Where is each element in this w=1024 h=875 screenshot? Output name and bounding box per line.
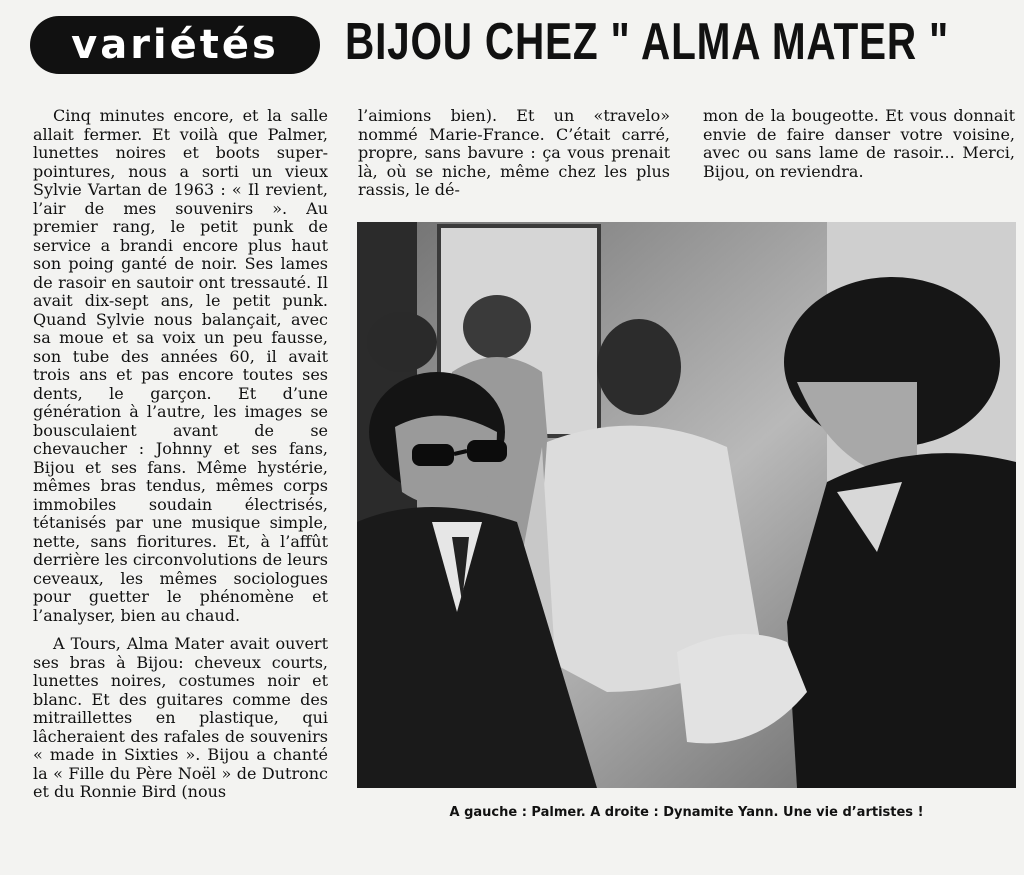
article-photo [357,222,1016,788]
article-paragraph: mon de la bougeotte. Et vous donnait envie de faire danser votre voisine, avec ou sans lame de rasoir... Merci, Bijou, on reviendra. [703,106,1015,181]
headline: BIJOU CHEZ " ALMA MATER " [345,13,950,71]
article-column-1 [33,107,328,867]
article-paragraph: Cinq minutes encore, et la salle allait fermer. Et voilà que Palmer, lunettes noires et boots super-pointures, nous a sorti un vieux Sylvie Vartan de 1963 : « Il revient, l’air de mes souvenirs ». Au premier rang, le petit punk de service a brandi encore plus haut son poing ganté de noir. Ses lames de rasoir en sautoir ont tressauté. Il avait dix-sept ans, le petit punk. Quand Sylvie nous balançait, avec sa moue et sa voix un peu fausse, son tube des années 60, il avait trois ans et pas encore toutes ses dents, le garçon. Et d’une génération à l’autre, les images se bousculaient avant de se chevaucher : Johnny et ses fans, Bijou et ses fans. Même hystérie, mêmes bras tendus, mêmes corps immobiles soudain électrisés, tétanisés par une musique simple, nette, sans fioritures. Et, à l’affût derrière les circonvolutions de leurs ceveaux, les mêmes sociologues pour guetter le phénomène et l’analyser, bien au chaud. [33,106,328,625]
photo-illustration [357,222,1016,788]
article-column-3 [703,107,1015,181]
section-badge [30,16,320,74]
section-badge-label: variétés [71,22,279,68]
photo-caption: A gauche : Palmer. A droite : Dynamite Yann. Une vie d’artistes ! [449,805,924,820]
article-paragraph: l’aimions bien). Et un «travelo» nommé Marie-France. C’était carré, propre, sans bavure : ça vous prenait là, où se niche, même chez les plus rassis, le dé- [358,106,670,199]
article-paragraph: A Tours, Alma Mater avait ouvert ses bras à Bijou: cheveux courts, lunettes noires, costumes noir et blanc. Et des guitares comme des mitraillettes en plastique, qui lâcheraient des rafales de souvenirs « made in Sixties ». Bijou a chanté la « Fille du Père Noël » de Dutronc et du Ronnie Bird (nous [33,634,328,801]
article-column-2 [358,107,670,200]
